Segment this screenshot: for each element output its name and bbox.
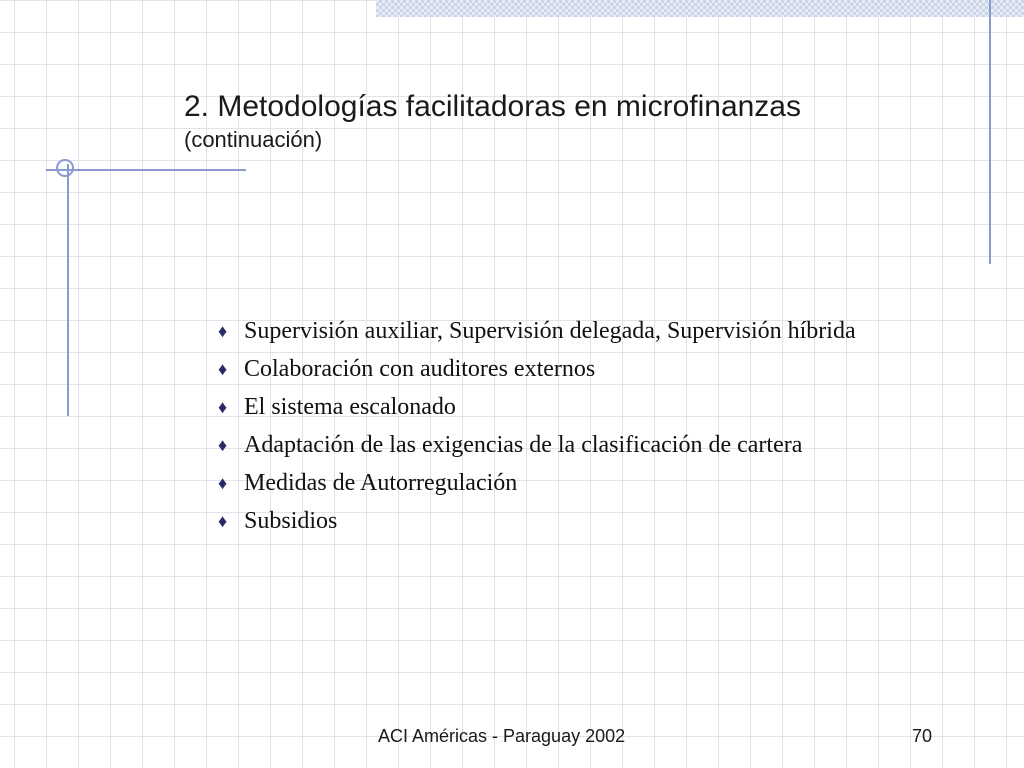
diamond-icon: ♦ [218,321,228,341]
list-item [218,468,898,498]
list-item [218,354,898,384]
decorative-vertical-line-right [989,0,991,264]
list-item [218,506,898,536]
diamond-icon: ♦ [218,473,228,493]
diamond-icon: ♦ [218,359,228,379]
decorative-vertical-line-left [67,164,69,416]
bullet-text: Supervisión auxiliar, Supervisión delegada, Supervisión híbrida [244,318,856,344]
diamond-icon: ♦ [218,511,228,531]
decorative-header-band [376,0,1024,17]
decorative-circle-icon [56,159,74,177]
slide-title-block [184,88,984,154]
diamond-icon: ♦ [218,435,228,455]
bullet-text: Medidas de Autorregulación [244,470,518,496]
bullet-text: Subsidios [244,508,338,534]
bullet-text: El sistema escalonado [244,394,456,420]
list-item [218,430,898,460]
list-item [218,316,898,346]
diamond-icon: ♦ [218,397,228,417]
page-number: 70 [912,726,933,746]
slide-subtitle: (continuación) [184,127,323,152]
bullet-list [218,316,898,544]
bullet-text: Adaptación de las exigencias de la clasificación de cartera [244,432,803,458]
decorative-horizontal-line [46,169,246,171]
slide-title: 2. Metodologías facilitadoras en microfinanzas [184,90,801,123]
bullet-text: Colaboración con auditores externos [244,356,596,382]
footer-text: ACI Américas - Paraguay 2002 [378,726,626,746]
list-item [218,392,898,422]
